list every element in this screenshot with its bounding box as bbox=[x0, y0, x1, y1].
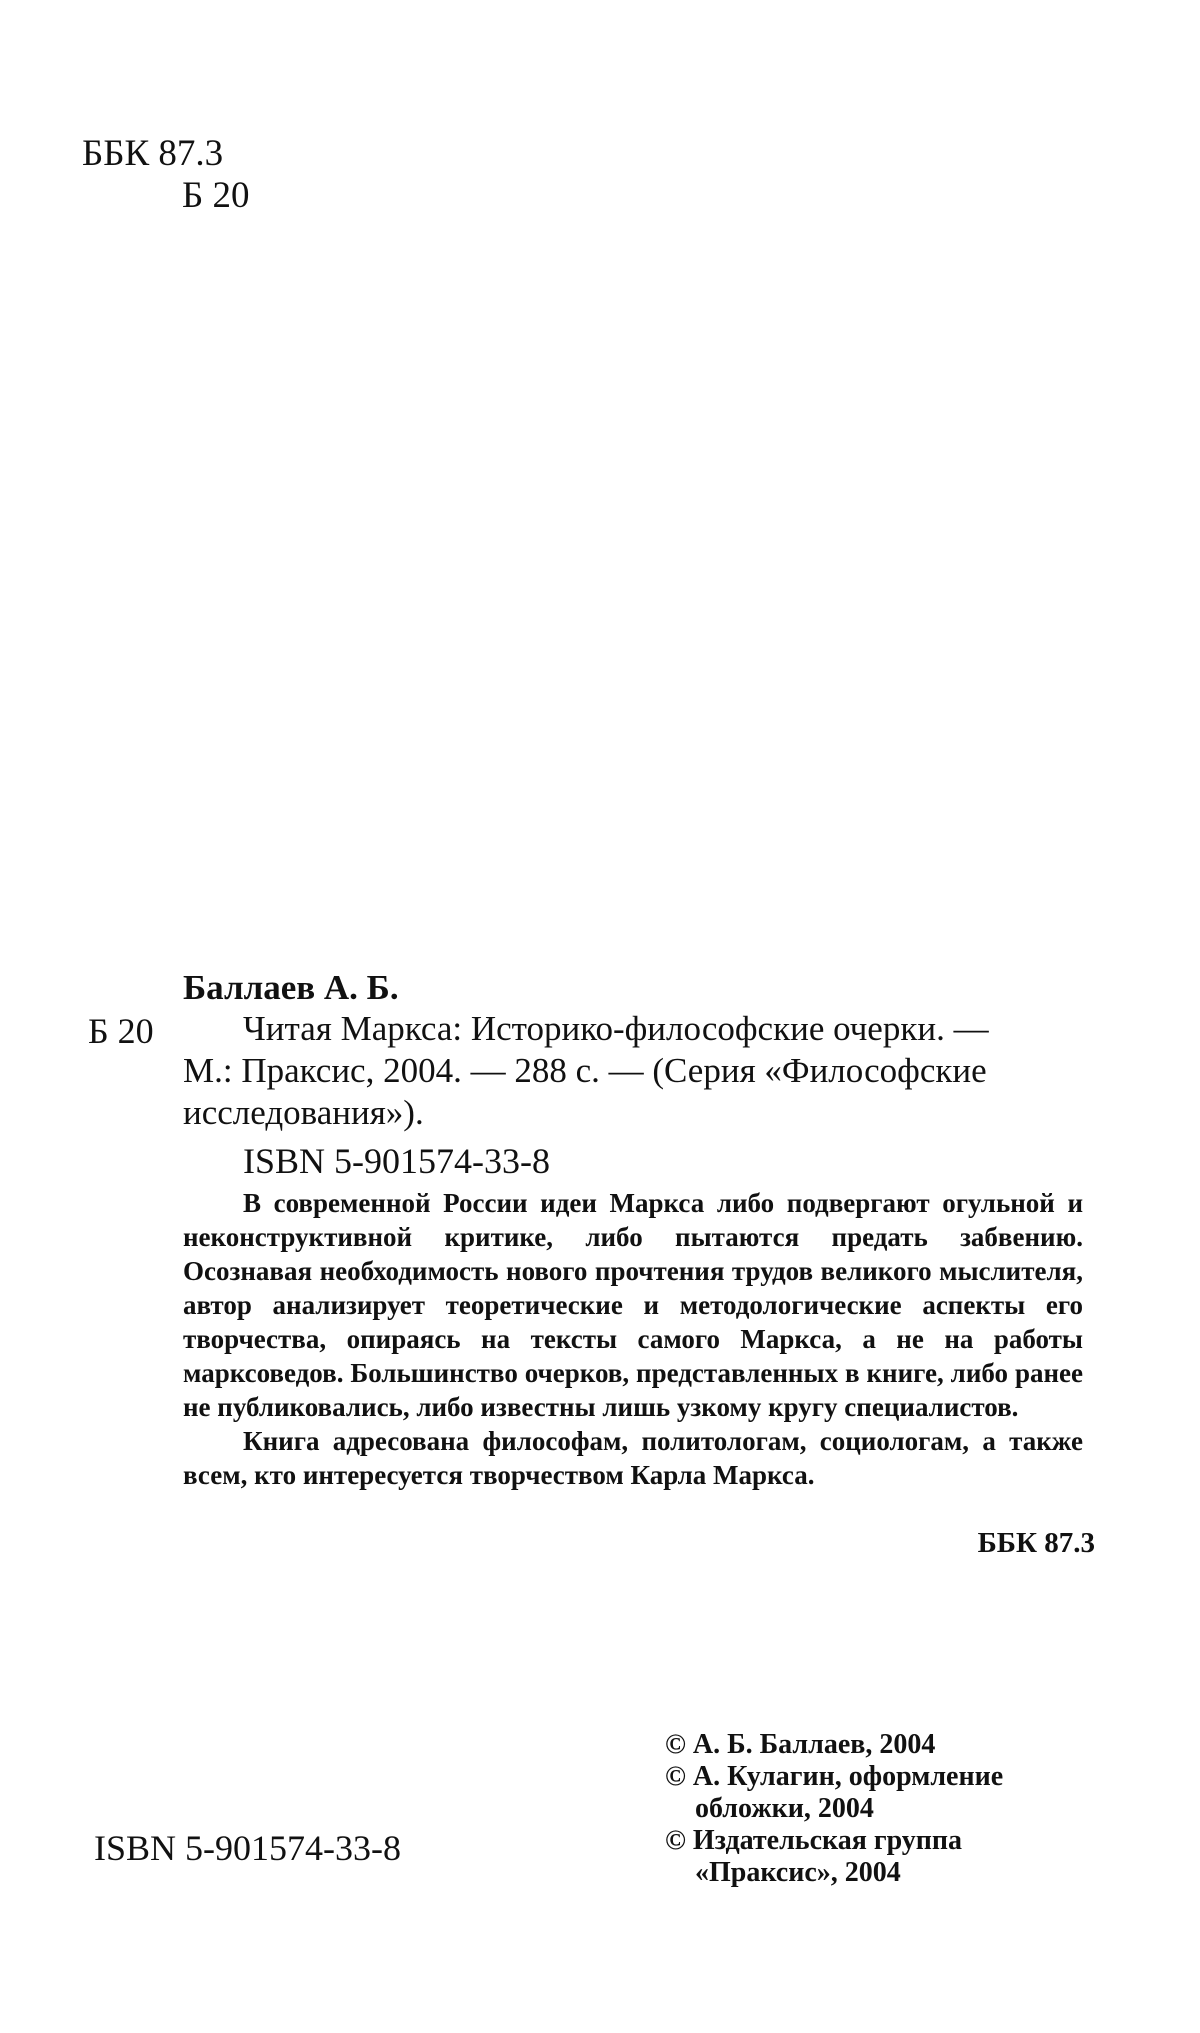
copyright-line: © А. Кулагин, оформление обложки, 2004 bbox=[665, 1761, 1004, 1824]
isbn-bottom: ISBN 5-901574-33-8 bbox=[94, 1828, 401, 1868]
copyright-line: © Издательская группа «Праксис», 2004 bbox=[665, 1825, 963, 1888]
annotation-paragraph: Книга адресована философам, политологам, социологам, а также всем, кто интересуется творчеством Карла Маркса. bbox=[183, 1426, 1083, 1490]
author-mark: Б 20 bbox=[182, 175, 250, 216]
bbk-code: ББК 87.3 bbox=[82, 133, 224, 174]
bbk-index-top bbox=[82, 133, 250, 217]
bibliographic-entry: Читая Маркса: Историко-философские очерки. — М.: Праксис, 2004. — 288 с. — (Серия «Философские исследования»). bbox=[183, 1009, 989, 1132]
entry-isbn: ISBN 5-901574-33-8 bbox=[243, 1141, 550, 1181]
annotation bbox=[183, 1186, 1083, 1492]
copyright-line: © А. Б. Баллаев, 2004 bbox=[665, 1729, 936, 1760]
annotation-paragraph: В современной России идеи Маркса либо подвергают огульной и неконструктивной критике, либо пытаются предать забвению. Осознавая необходимость нового прочтения трудов великого мыслителя, автор анализирует теоретические и методологические аспекты его творчества, опираясь на тексты самого Маркса, а не на работы марксоведов. Большинство очерков, представленных в книге, либо ранее не публиковались, либо известны лишь узкому кругу специалистов. bbox=[183, 1188, 1083, 1422]
bbk-index-bottom: ББК 87.3 bbox=[977, 1527, 1095, 1559]
entry-code: Б 20 bbox=[88, 1011, 154, 1051]
copyright-block bbox=[665, 1729, 1085, 1889]
author-name: Баллаев А. Б. bbox=[183, 968, 399, 1007]
